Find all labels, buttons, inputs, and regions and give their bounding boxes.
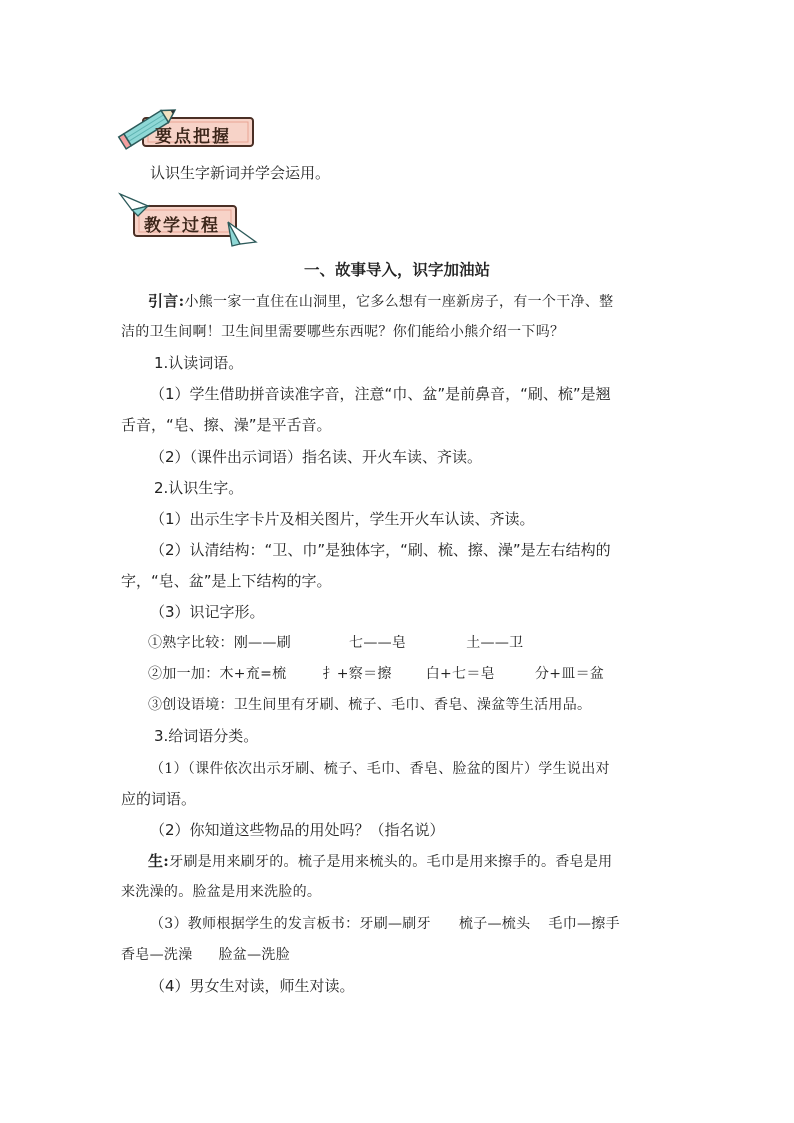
board-item: 梳子—梳头 bbox=[458, 916, 531, 932]
board-item: 脸盆—洗脸 bbox=[218, 947, 290, 963]
board-item: 牙刷—刷牙 bbox=[359, 916, 431, 932]
compare-item: 土——卫 bbox=[466, 635, 524, 651]
key-points-badge-label: 要点把握 bbox=[155, 127, 231, 147]
add-item: 分+皿＝盆 bbox=[534, 666, 605, 682]
key-points-badge bbox=[115, 100, 260, 152]
intro-label: 引言: bbox=[148, 292, 185, 310]
compare-label: ①熟字比较： bbox=[148, 635, 234, 651]
s2-p2-line2: 字，“皂、盆”是上下结构的字。 bbox=[121, 572, 332, 590]
add-label: ②加一加： bbox=[148, 666, 220, 682]
s2-compare bbox=[148, 632, 708, 654]
s2-p2-line1: （2）认清结构：“卫、巾”是独体字，“刷、梳、擦、澡”是左右结构的 bbox=[150, 541, 611, 559]
s3-p3-line2 bbox=[121, 944, 681, 966]
board-item: 毛巾—擦手 bbox=[548, 916, 620, 932]
add-item: 白+七＝皂 bbox=[425, 666, 495, 682]
s3-p4: （4）男女生对读，师生对读。 bbox=[150, 977, 355, 995]
s1-p1-line1: （1）学生借助拼音读准字音，注意“巾、盆”是前鼻音，“刷、梳”是翘 bbox=[150, 385, 611, 403]
s3-heading: 3.给词语分类。 bbox=[154, 727, 259, 745]
s3-p3-prefix: （3）教师根据学生的发言板书： bbox=[150, 916, 360, 932]
teaching-process-badge bbox=[118, 192, 258, 248]
s1-p1-line2: 舌音，“皂、擦、澡”是平舌音。 bbox=[121, 416, 332, 434]
section-title: 一、故事导入，识字加油站 bbox=[303, 260, 490, 279]
student-line-1: 生:牙刷是用来刷牙的。梳子是用来梳头的。毛巾是用来擦手的。香皂是用 bbox=[148, 852, 613, 870]
teaching-process-badge-label: 教学过程 bbox=[144, 216, 220, 236]
s2-heading: 2.认识生字。 bbox=[154, 479, 244, 497]
student-label: 生: bbox=[148, 852, 170, 870]
s1-p2: （2）（课件出示词语）指名读、开火车读、齐读。 bbox=[150, 448, 483, 466]
s3-p1-line1: （1）（课件依次出示牙刷、梳子、毛巾、香皂、脸盆的图片）学生说出对 bbox=[150, 761, 610, 777]
intro-line-2: 洁的卫生间啊！卫生间里需要哪些东西呢？你们能给小熊介绍一下吗？ bbox=[121, 324, 565, 340]
intro-line-1: 引言:小熊一家一直住在山洞里，它多么想有一座新房子，有一个干净、整 bbox=[148, 292, 614, 310]
s3-p2: （2）你知道这些物品的用处吗？（指名说） bbox=[150, 821, 445, 839]
compare-item: 刚——刷 bbox=[233, 635, 292, 651]
add-item: 木+㐬=梳 bbox=[219, 666, 287, 682]
board-item: 香皂—洗澡 bbox=[121, 947, 193, 963]
student-line-2: 来洗澡的。脸盆是用来洗脸的。 bbox=[121, 884, 322, 900]
s3-p3-line1 bbox=[150, 913, 710, 935]
s2-add bbox=[148, 663, 708, 685]
compare-item: 七——皂 bbox=[349, 635, 407, 651]
s2-p3: （3）识记字形。 bbox=[150, 603, 265, 621]
s2-p1: （1）出示生字卡片及相关图片，学生开火车认读、齐读。 bbox=[150, 510, 535, 528]
add-item: 扌+察＝擦 bbox=[322, 666, 392, 682]
s2-context: ③创设语境：卫生间里有牙刷、梳子、毛巾、香皂、澡盆等生活用品。 bbox=[148, 697, 592, 713]
s3-p1-line2: 应的词语。 bbox=[121, 790, 197, 808]
s1-heading: 1.认读词语。 bbox=[154, 354, 244, 372]
key-points-text: 认识生字新词并学会运用。 bbox=[150, 164, 331, 182]
